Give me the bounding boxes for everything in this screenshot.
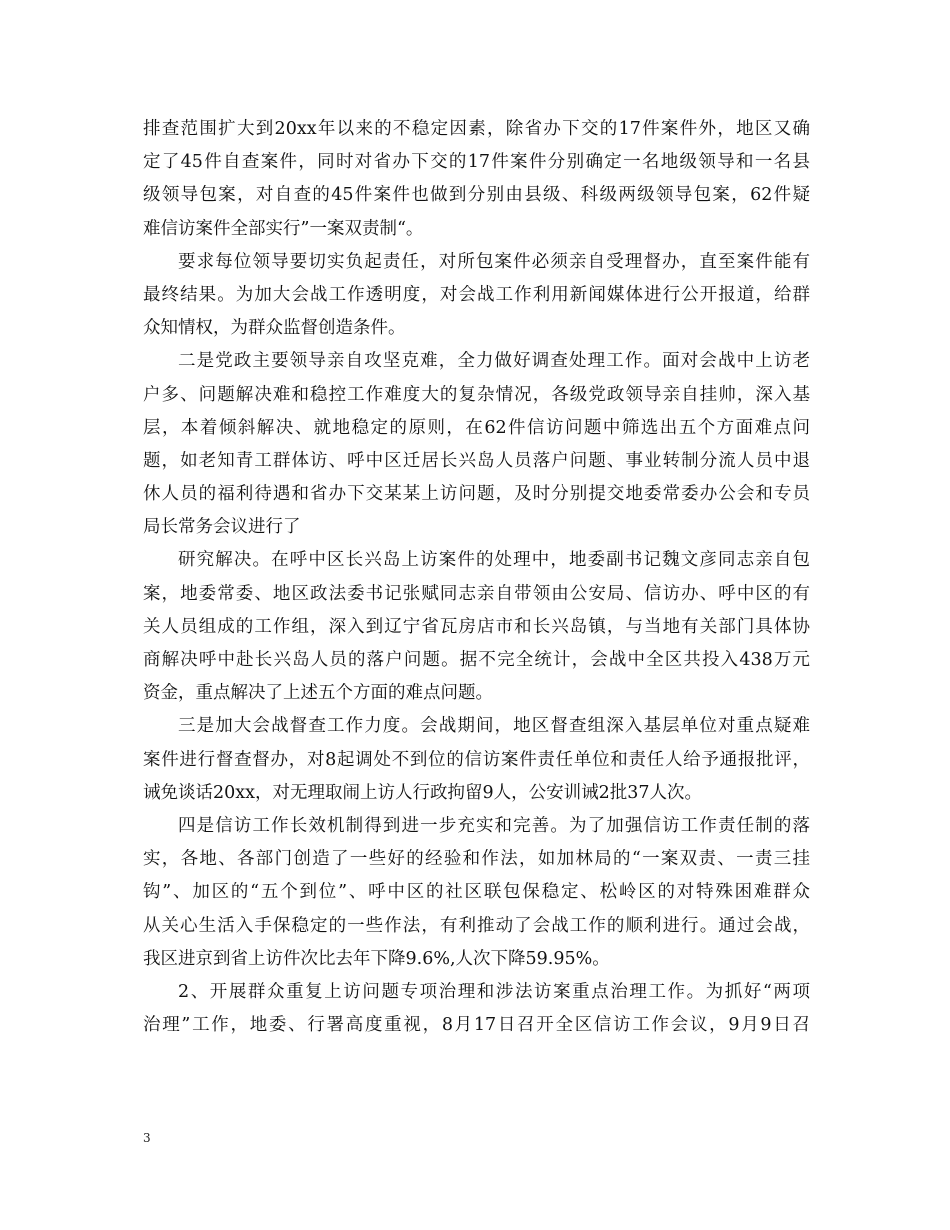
text-line: 商解决呼中赴长兴岛人员的落户问题。据不完全统计，会战中全区共投入438万元	[143, 650, 810, 670]
paragraph	[143, 113, 810, 246]
text-line: 资金，重点解决了上述五个方面的难点问题。	[143, 683, 493, 704]
text-line: 从关心生活入手保稳定的一些作法，有利推动了会战工作的顺利进行。通过会战，	[143, 915, 810, 936]
text-line: 案，地委常委、地区政法委书记张赋同志亲自带领由公安局、信访办、呼中区的有	[143, 583, 810, 604]
text-line: 我区进京到省上访件次比去年下降9.6%,人次下降59.95%。	[143, 948, 610, 969]
document-body	[143, 113, 810, 1042]
text-line: 众知情权，为群众监督创造条件。	[143, 318, 406, 339]
text-line: 难信访案件全部实行”一案双责制“。	[143, 218, 424, 239]
text-line: 关人员组成的工作组，深入到辽宁省瓦房店市和长兴岛镇，与当地有关部门具体协	[143, 616, 810, 637]
text-line: 局长常务会议进行了	[143, 517, 301, 538]
text-line: 排查范围扩大到20xx年以来的不稳定因素，除省办下交的17件案件外，地区又确	[143, 119, 810, 139]
text-line: 钩”、加区的“五个到位”、呼中区的社区联包保稳定、松岭区的对特殊困难群众	[143, 882, 810, 903]
page-number: 3	[143, 1131, 151, 1145]
text-line: 2、开展群众重复上访问题专项治理和涉法访案重点治理工作。为抓好“两项	[178, 981, 810, 1002]
text-line: 最终结果。为加大会战工作透明度，对会战工作利用新闻媒体进行公开报道，给群	[143, 284, 810, 305]
paragraph	[143, 544, 810, 710]
text-line: 题，如老知青工群体访、呼中区迁居长兴岛人员落户问题、事业转制分流人员中退	[143, 450, 810, 471]
paragraph	[143, 810, 810, 976]
text-line: 案件进行督查督办，对8起调处不到位的信访案件责任单位和责任人给予通报批评，	[143, 749, 810, 770]
text-line: 四是信访工作长效机制得到进一步充实和完善。为了加强信访工作责任制的落	[178, 815, 810, 836]
text-line: 级领导包案，对自查的45件案件也做到分别由县级、科级两级领导包案，62件疑	[143, 185, 810, 206]
text-line: 三是加大会战督查工作力度。会战期间，地区督查组深入基层单位对重点疑难	[178, 716, 810, 737]
paragraph	[143, 345, 810, 544]
text-line: 层，本着倾斜解决、就地稳定的原则，在62件信访问题中筛选出五个方面难点问	[143, 417, 810, 438]
paragraph	[143, 710, 810, 810]
text-line: 二是党政主要领导亲自攻坚克难，全力做好调查处理工作。面对会战中上访老	[178, 351, 810, 372]
text-line: 实，各地、各部门创造了一些好的经验和作法，如加林局的“一案双责、一责三挂	[143, 849, 810, 870]
paragraph	[143, 976, 810, 1042]
text-line: 户多、问题解决难和稳控工作难度大的复杂情况，各级党政领导亲自挂帅，深入基	[143, 384, 810, 405]
text-line: 治理”工作，地委、行署高度重视，8月17日召开全区信访工作会议，9月9日召	[143, 1015, 810, 1036]
text-line: 研究解决。在呼中区长兴岛上访案件的处理中，地委副书记魏文彦同志亲自包	[178, 550, 810, 571]
text-line: 诫免谈话20xx，对无理取闹上访人行政拘留9人，公安训诫2批37人次。	[143, 782, 703, 803]
text-line: 要求每位领导要切实负起责任，对所包案件必须亲自受理督办，直至案件能有	[178, 251, 810, 272]
text-line: 定了45件自查案件，同时对省办下交的17件案件分别确定一名地级领导和一名县	[143, 152, 810, 173]
paragraph	[143, 246, 810, 346]
text-line: 休人员的福利待遇和省办下交某某上访问题，及时分别提交地委常委办公会和专员	[143, 484, 810, 505]
